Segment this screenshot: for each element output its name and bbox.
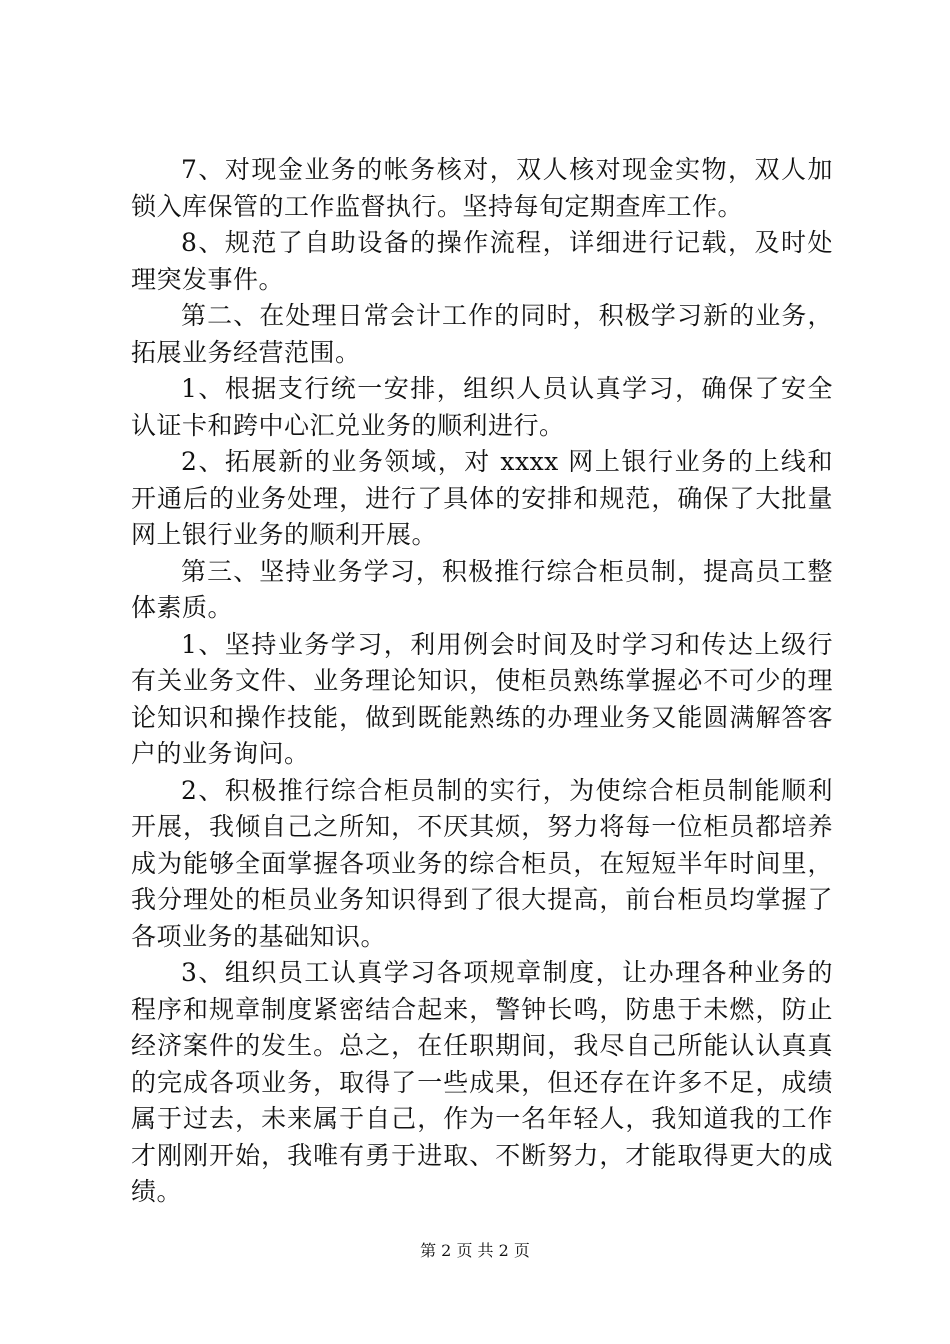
paragraph-business-study: 1、坚持业务学习，利用例会时间及时学习和传达上级行有关业务文件、业务理论知识，使柜员熟练掌握必不可少的理论知识和操作技能，做到既能熟练的办理业务又能圆满解答客户的业务询问。 (131, 629, 833, 768)
page-footer (0, 1240, 950, 1262)
paragraph-cash-audit: 7、对现金业务的帐务核对，双人核对现金实物，双人加锁入库保管的工作监督执行。坚持每旬定期查库工作。 (131, 155, 833, 221)
paragraph-security-card: 1、根据支行统一安排，组织人员认真学习，确保了安全认证卡和跨中心汇兑业务的顺利进行。 (131, 374, 833, 440)
page-number-label: 第 2 页 共 2 页 (420, 1241, 530, 1260)
paragraph-section-three: 第三、坚持业务学习，积极推行综合柜员制，提高员工整体素质。 (131, 556, 833, 622)
paragraph-online-banking: 2、拓展新的业务领域，对 xxxx 网上银行业务的上线和开通后的业务处理，进行了具体的安排和规范，确保了大批量网上银行业务的顺利开展。 (131, 447, 833, 549)
paragraph-regulations-summary: 3、组织员工认真学习各项规章制度，让办理各种业务的程序和规章制度紧密结合起来，警钟长鸣，防患于未燃，防止经济案件的发生。总之，在任职期间，我尽自己所能认认真真的完成各项业务，取得了一些成果，但还存在许多不足，成绩属于过去，未来属于自己，作为一名年轻人，我知道我的工作才刚刚开始，我唯有勇于进取、不断努力，才能取得更大的成绩。 (131, 958, 833, 1206)
paragraph-teller-system: 2、积极推行综合柜员制的实行，为使综合柜员制能顺利开展，我倾自己之所知，不厌其烦，努力将每一位柜员都培养成为能够全面掌握各项业务的综合柜员，在短短半年时间里，我分理处的柜员业务知识得到了很大提高，前台柜员均掌握了各项业务的基础知识。 (131, 775, 833, 951)
paragraph-self-service: 8、规范了自助设备的操作流程，详细进行记载，及时处理突发事件。 (131, 228, 833, 294)
paragraph-section-two: 第二、在处理日常会计工作的同时，积极学习新的业务，拓展业务经营范围。 (131, 301, 833, 367)
document-body (131, 152, 833, 1211)
